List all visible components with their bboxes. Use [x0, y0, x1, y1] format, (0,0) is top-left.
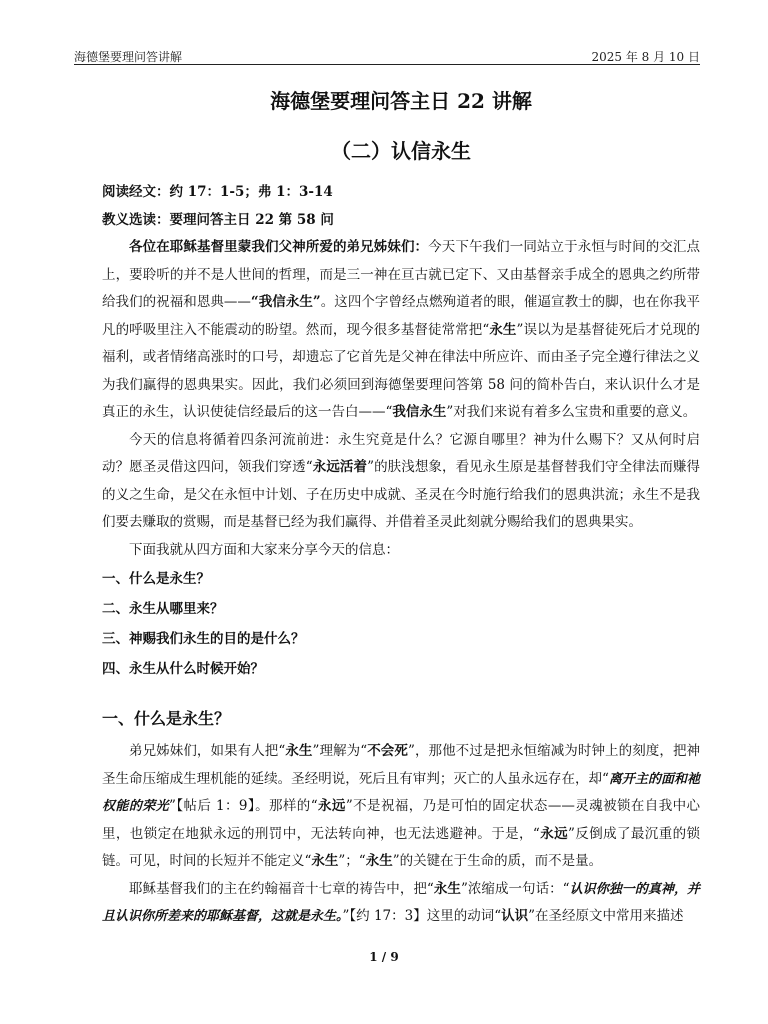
scripture-quote: 离开主的面和祂权能的荣光: [102, 771, 700, 814]
text-run: 今天下午我们一同站立于永恒与时间的交汇点上，要聆听的并不是人世间的哲理，而是三一神在亘古就已定下、又由基督亲手成全的恩典之约所带给我们的祝福和恩典——: [102, 239, 701, 310]
document-subtitle: （二）认信永生: [331, 139, 471, 163]
header-doc-name: 海德堡要理问答讲解: [74, 50, 183, 64]
section-paragraph: [102, 876, 700, 931]
text-run: 弟兄姊妹们，如果有人把“: [129, 743, 286, 759]
text-run: ”反倒成了最沉重的锁链。可见，时间的长短并不能定义“: [102, 825, 700, 869]
text-run: ”的肤浅想象，看见永生原是基督替我们守全律法而赚得的义之生命，是父在永恒中计划、子在历史中成就、圣灵在今时施行给我们的恩典洪流；永生不是我们要去赚取的赏赐，而是基督已经为我们赢得、并借着圣灵此刻就分赐给我们的恩典果实。: [102, 459, 701, 530]
emphasis: 认识: [501, 908, 529, 924]
text-run: 。这四个字曾经点燃殉道者的眼，催逼宣教士的脚，也在你我平凡的呼吸里注入不能震动的盼望。然而，现今很多基督徒常常把“: [102, 294, 700, 338]
intro-paragraph: [102, 234, 700, 427]
text-run: ”不是祝福，乃是可怕的固定状态——灵魂被锁在自我中心里，也锁定在地狱永远的刑罚中，无法转向神，也无法逃避神。于是，“: [102, 798, 701, 842]
emphasis: 永生: [311, 853, 339, 869]
catechism-reference: 教义选读：要理问答主日 22 第 58 问: [102, 212, 334, 228]
emphasis: 永生: [489, 321, 517, 338]
text-run: 耶稣基督我们的主在约翰福音十七章的祷告中，把“: [129, 880, 434, 897]
emphasis: 我信永生: [392, 404, 447, 420]
outline-item: 四、永生从什么时候开始？: [102, 661, 264, 677]
text-run: ”对我们来说有着多么宝贵和重要的意义。: [446, 404, 697, 420]
emphasis: 永远活着: [312, 459, 368, 475]
emphasis: 永生: [285, 743, 313, 759]
page-header: [74, 46, 700, 65]
outline-item: 二、永生从哪里来？: [102, 601, 224, 617]
text-run: ”【帖后 1：9】。那样的“: [169, 798, 318, 814]
scripture-quote: 认识你独一的真神，并且认识你所差来的耶稣基督，这就是永生。: [102, 881, 700, 924]
text-run: ”的关键在于生命的质，而不是量。: [392, 853, 603, 869]
overview-paragraph: [102, 427, 700, 537]
header-date: 2025 年 8 月 10 日: [591, 50, 700, 64]
outline-item: 三、神赐我们永生的目的是什么？: [102, 631, 305, 647]
text-run: ”误以为是基督徒死后才兑现的福利，或者情绪高涨时的口号，却遗忘了它首先是父神在律法中所应许、而由圣子完全遵行律法之义为我们赢得的恩典果实。因此，我们必须回到海德堡要理问答第 58 问的简朴告白，来认识什么才是真正的永生，认识使徒信经最后的这一告白——“: [102, 321, 701, 420]
text-run: ”；“: [338, 853, 366, 869]
text-run: 今天的信息将循着四条河流前进：永生究竟是什么？它源自哪里？神为什么赐下？又从何时启动？愿圣灵借这四问，领我们穿透“: [102, 431, 700, 475]
text-run: ”【约 17：3】这里的动词“: [342, 908, 502, 924]
reading-scripture: 阅读经文：约 17：1-5；弗 1：3-14: [102, 184, 333, 200]
emphasis: 不会死: [367, 743, 408, 759]
text-run: ”，那他不过是把永恒缩减为时钟上的刻度，把神圣生命压缩成生理机能的延续。圣经明说，死后且有审判；灭亡的人虽永远存在，却“: [102, 743, 701, 787]
document-title: 海德堡要理问答主日 22 讲解: [270, 89, 532, 113]
text-run: ”浓缩成一句话：“: [460, 880, 570, 897]
text-run: ”理解为“: [312, 743, 368, 759]
emphasis: 永远: [539, 825, 568, 842]
text-run: ”在圣经原文中常用来描述: [528, 908, 684, 924]
greeting: 各位在耶稣基督里蒙我们父神所爱的弟兄姊妹们：: [129, 239, 429, 255]
section-paragraph: [102, 738, 700, 876]
document-body: [102, 86, 700, 931]
emphasis: “我信永生”: [250, 294, 321, 310]
outline-intro: 下面我就从四方面和大家来分享今天的信息：: [129, 541, 399, 558]
page-number: 1 / 9: [369, 950, 399, 964]
emphasis: 永生: [365, 853, 393, 869]
emphasis: 永生: [433, 880, 461, 897]
section-heading: 一、什么是永生？: [102, 709, 231, 728]
outline-item: 一、什么是永生？: [102, 571, 210, 587]
emphasis: 永远: [317, 798, 346, 814]
